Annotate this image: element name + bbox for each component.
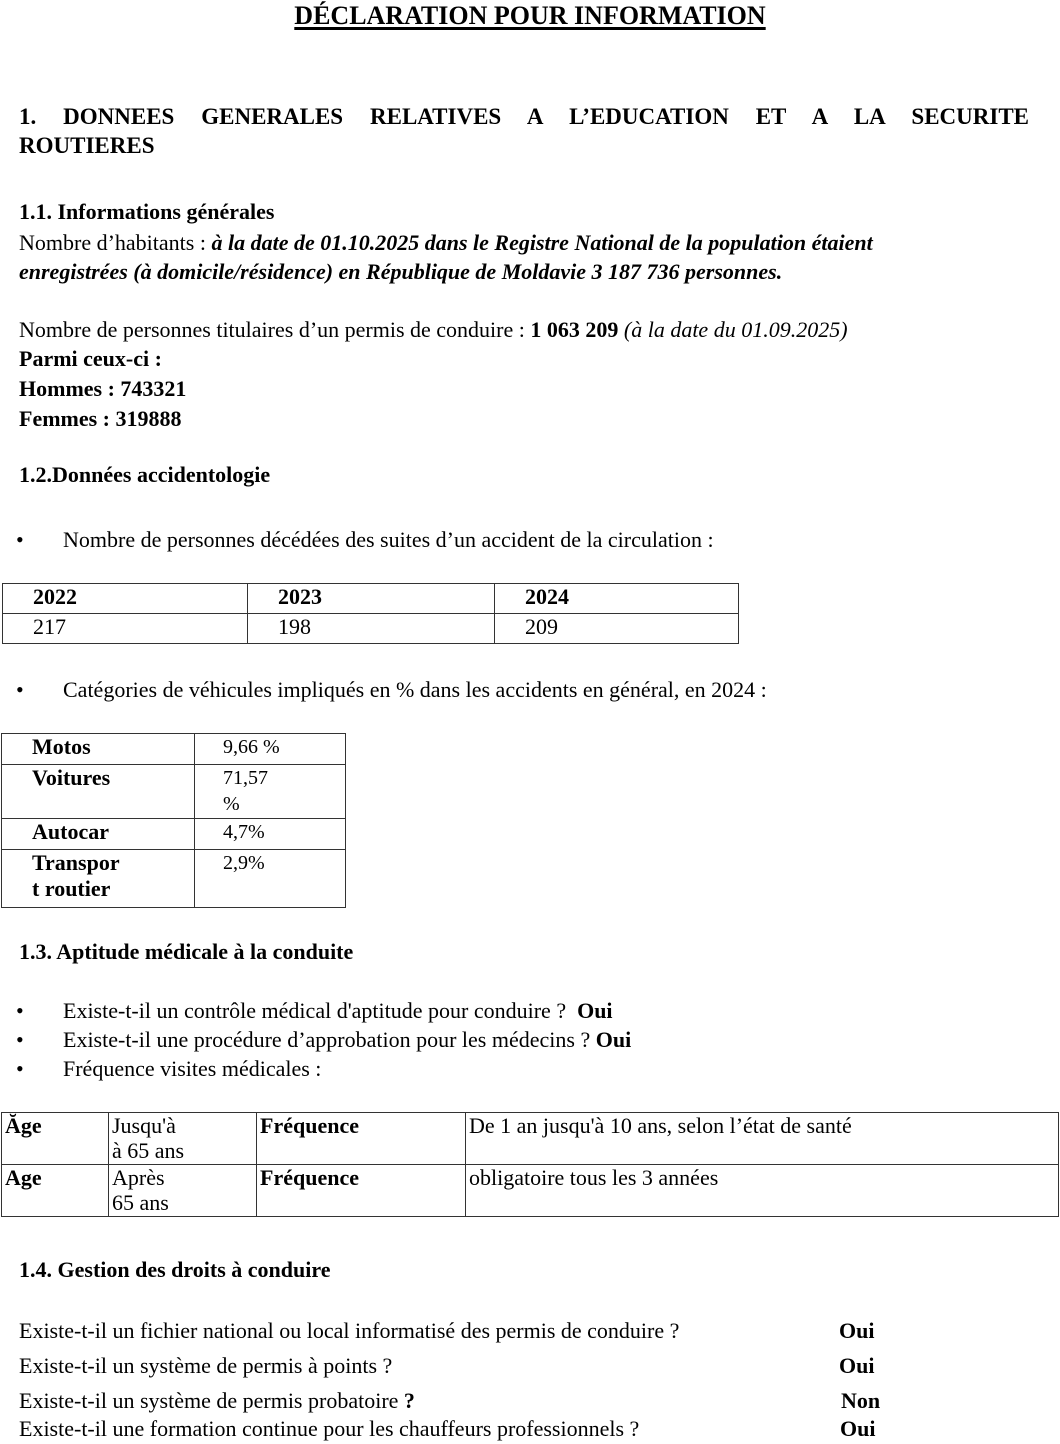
vehicle-value-line: 71,57 bbox=[223, 767, 268, 789]
question-points-system: Existe-t-il un système de permis à points ? bbox=[19, 1353, 393, 1378]
section-1-1-heading: 1.1. Informations générales bbox=[19, 199, 275, 224]
question-national-file: Existe-t-il un fichier national ou local informatisé des permis de conduire ? bbox=[19, 1318, 680, 1343]
vehicle-value: 4,7% bbox=[195, 819, 346, 850]
page-title: DÉCLARATION POUR INFORMATION bbox=[294, 1, 766, 30]
section-1-2-heading: 1.2.Données accidentologie bbox=[19, 462, 271, 487]
question-continuing-training: Existe-t-il une formation continue pour les chauffeurs professionnels ? bbox=[19, 1416, 640, 1441]
permis-line bbox=[19, 315, 848, 344]
bullet-icon: • bbox=[16, 998, 24, 1023]
bullet-icon: • bbox=[16, 1056, 24, 1081]
vehicle-label bbox=[2, 850, 195, 908]
bullet-text: Nombre de personnes décédées des suites d’un accident de la circulation : bbox=[63, 527, 714, 552]
habitants-label: Nombre d’habitants : bbox=[19, 230, 212, 255]
bullet-icon: • bbox=[16, 677, 24, 702]
table-header-cell: 2022 bbox=[3, 584, 248, 614]
permis-label: Nombre de personnes titulaires d’un permis de conduire : bbox=[19, 317, 531, 342]
answer-points-system: Oui bbox=[839, 1353, 875, 1378]
age-range bbox=[109, 1165, 257, 1217]
frequency-value: obligatoire tous les 3 années bbox=[466, 1165, 1059, 1217]
table-cell: 217 bbox=[3, 614, 248, 644]
bullet-text: Fréquence visites médicales : bbox=[63, 1056, 322, 1081]
deaths-table bbox=[2, 583, 739, 644]
table-row bbox=[3, 614, 739, 644]
vehicle-value: 2,9% bbox=[195, 850, 346, 908]
habitants-text-1: à la date de 01.10.2025 dans le Registre National de la population étaient bbox=[211, 230, 873, 255]
hommes-count: Hommes : 743321 bbox=[19, 376, 187, 401]
table-header-cell: 2023 bbox=[248, 584, 495, 614]
answer-national-file: Oui bbox=[839, 1318, 875, 1343]
vehicle-value bbox=[195, 765, 346, 819]
vehicle-label-line: t routier bbox=[32, 876, 111, 901]
table-row bbox=[2, 850, 346, 908]
bullet-text: Catégories de véhicules impliqués en % dans les accidents en général, en 2024 : bbox=[63, 677, 767, 702]
age-range-line: Après bbox=[112, 1165, 165, 1190]
table-row bbox=[2, 1165, 1059, 1217]
medical-frequency-table bbox=[1, 1112, 1059, 1217]
question-text: Existe-t-il un contrôle médical d'aptitude pour conduire ? bbox=[63, 998, 578, 1023]
bullet-icon: • bbox=[16, 527, 24, 552]
permis-date: (à la date du 01.09.2025) bbox=[618, 317, 848, 342]
question-text: Existe-t-il un système de permis probatoire bbox=[19, 1388, 404, 1413]
vehicle-label: Motos bbox=[2, 734, 195, 765]
table-cell: 209 bbox=[495, 614, 739, 644]
table-cell: 198 bbox=[248, 614, 495, 644]
question-mark: ? bbox=[403, 1388, 415, 1413]
age-range-line: Jusqu'à bbox=[112, 1113, 176, 1138]
bullet-icon: • bbox=[16, 1027, 24, 1052]
age-label: Age bbox=[2, 1165, 109, 1217]
vehicle-value: 9,66 % bbox=[195, 734, 346, 765]
permis-value: 1 063 209 bbox=[530, 317, 619, 342]
age-range-line: à 65 ans bbox=[112, 1138, 185, 1163]
age-range-line: 65 ans bbox=[112, 1190, 169, 1215]
answer-text: Oui bbox=[577, 998, 613, 1023]
answer-text: Oui bbox=[595, 1027, 632, 1052]
table-row bbox=[2, 765, 346, 819]
habitants-text-2: enregistrées (à domicile/résidence) en République de Moldavie 3 187 736 personnes. bbox=[19, 259, 783, 284]
femmes-count: Femmes : 319888 bbox=[19, 406, 182, 431]
age-range bbox=[109, 1113, 257, 1165]
vehicle-label-line: Transpor bbox=[32, 850, 120, 875]
table-row bbox=[2, 734, 346, 765]
question-probationary bbox=[19, 1386, 415, 1415]
table-row bbox=[3, 584, 739, 614]
habitants-line-1 bbox=[19, 228, 873, 257]
answer-continuing-training: Oui bbox=[840, 1416, 876, 1441]
table-row bbox=[2, 1113, 1059, 1165]
vehicle-value-line: % bbox=[223, 793, 240, 815]
frequency-value: De 1 an jusqu'à 10 ans, selon l’état de santé bbox=[466, 1113, 1059, 1165]
answer-probationary: Non bbox=[841, 1388, 881, 1413]
vehicle-label: Autocar bbox=[2, 819, 195, 850]
section-1-4-heading: 1.4. Gestion des droits à conduire bbox=[19, 1257, 331, 1282]
table-row bbox=[2, 819, 346, 850]
frequency-label: Fréquence bbox=[257, 1165, 466, 1217]
age-label: Ăge bbox=[2, 1113, 109, 1165]
frequency-label: Fréquence bbox=[257, 1113, 466, 1165]
vehicle-label: Voitures bbox=[2, 765, 195, 819]
section-1-heading: 1. DONNEES GENERALES RELATIVES A L’EDUCATION ET A LA SECURITE ROUTIERES bbox=[19, 104, 1029, 158]
table-header-cell: 2024 bbox=[495, 584, 739, 614]
section-1-3-heading: 1.3. Aptitude médicale à la conduite bbox=[19, 939, 354, 964]
parmi-label: Parmi ceux-ci : bbox=[19, 346, 162, 371]
vehicles-table bbox=[1, 733, 346, 908]
question-text: Existe-t-il une procédure d’approbation pour les médecins ? bbox=[63, 1027, 596, 1052]
